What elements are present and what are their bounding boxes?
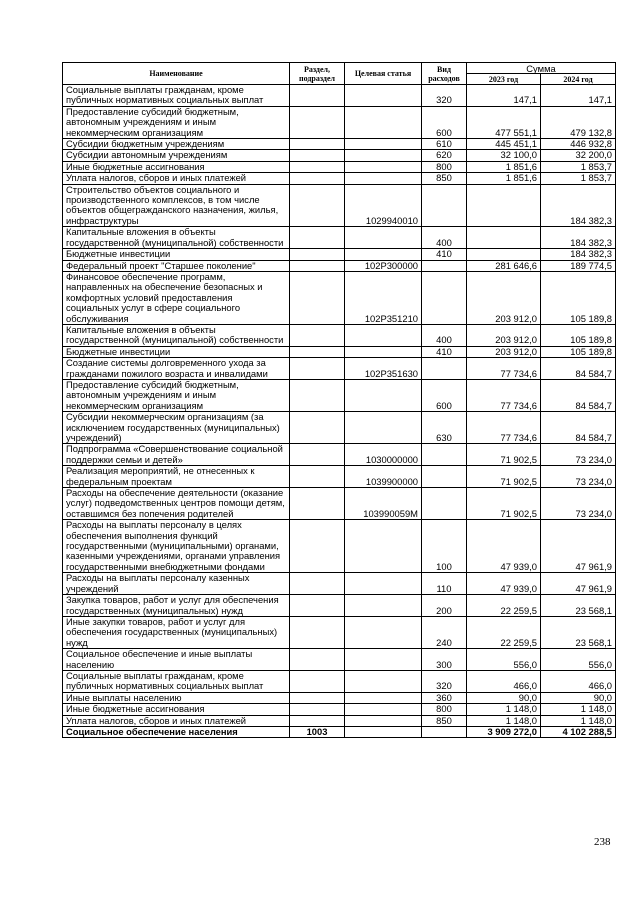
row-article: 102P300000: [345, 260, 422, 271]
row-amount-2024: 105 189,8: [541, 271, 616, 324]
row-razdel: [290, 139, 345, 150]
row-name: Социальные выплаты гражданам, кроме публичных нормативных социальных выплат: [63, 85, 290, 107]
row-article: [345, 670, 422, 692]
row-name: Предоставление субсидий бюджетным, автономным учреждениям и иным некоммерческим организациям: [63, 106, 290, 138]
row-razdel: [290, 227, 345, 249]
row-name: Расходы на выплаты персоналу казенных учреждений: [63, 573, 290, 595]
row-razdel: [290, 670, 345, 692]
row-name: Иные выплаты населению: [63, 692, 290, 703]
table-row: [63, 466, 616, 488]
row-name: Социальные выплаты гражданам, кроме публичных нормативных социальных выплат: [63, 670, 290, 692]
budget-table: [62, 62, 616, 738]
table-row: [63, 412, 616, 444]
row-amount-2024: 84 584,7: [541, 379, 616, 411]
row-name: Бюджетные инвестиции: [63, 249, 290, 260]
row-amount-2024: 1 148,0: [541, 715, 616, 726]
row-vid: 240: [422, 616, 467, 648]
row-razdel: [290, 520, 345, 573]
table-row: [63, 715, 616, 726]
table-row: [63, 573, 616, 595]
row-razdel: [290, 161, 345, 172]
row-amount-2024: 47 961,9: [541, 573, 616, 595]
row-razdel: [290, 271, 345, 324]
header-year-2023: 2023 год: [467, 74, 541, 85]
row-name: Иные бюджетные ассигнования: [63, 161, 290, 172]
row-vid: 400: [422, 324, 467, 346]
row-amount-2024: 73 234,0: [541, 488, 616, 520]
row-article: [345, 520, 422, 573]
row-amount-2024: 184 382,3: [541, 227, 616, 249]
row-amount-2024: 466,0: [541, 670, 616, 692]
row-razdel: [290, 379, 345, 411]
row-article: 1030000000: [345, 444, 422, 466]
row-amount-2024: 105 189,8: [541, 346, 616, 357]
row-vid: [422, 726, 467, 737]
row-vid: [422, 260, 467, 271]
row-amount-2024: 1 148,0: [541, 704, 616, 715]
row-article: [345, 85, 422, 107]
table-row: [63, 670, 616, 692]
row-razdel: [290, 324, 345, 346]
row-amount-2023: 32 100,0: [467, 150, 541, 161]
row-article: [345, 139, 422, 150]
row-name: Предоставление субсидий бюджетным, автономным учреждениям и иным некоммерческим организациям: [63, 379, 290, 411]
row-amount-2023: 477 551,1: [467, 106, 541, 138]
row-amount-2024: 446 932,8: [541, 139, 616, 150]
row-amount-2024: 23 568,1: [541, 595, 616, 617]
row-vid: 410: [422, 346, 467, 357]
row-vid: 800: [422, 704, 467, 715]
row-amount-2023: [467, 227, 541, 249]
row-vid: 110: [422, 573, 467, 595]
row-name: Субсидии бюджетным учреждениям: [63, 139, 290, 150]
row-article: [345, 346, 422, 357]
table-row: [63, 520, 616, 573]
row-article: [345, 616, 422, 648]
row-razdel: [290, 346, 345, 357]
row-amount-2023: 47 939,0: [467, 573, 541, 595]
row-amount-2023: 77 734,6: [467, 379, 541, 411]
table-row: [63, 150, 616, 161]
table-row: [63, 444, 616, 466]
row-article: [345, 379, 422, 411]
row-amount-2023: 3 909 272,0: [467, 726, 541, 737]
row-razdel: [290, 184, 345, 227]
row-razdel: [290, 595, 345, 617]
row-name: Федеральный проект "Старшее поколение": [63, 260, 290, 271]
row-razdel: 1003: [290, 726, 345, 737]
table-row: [63, 616, 616, 648]
row-article: [345, 106, 422, 138]
row-vid: 360: [422, 692, 467, 703]
row-vid: 600: [422, 379, 467, 411]
row-vid: 850: [422, 715, 467, 726]
row-vid: [422, 271, 467, 324]
row-razdel: [290, 444, 345, 466]
row-amount-2023: 203 912,0: [467, 346, 541, 357]
table-row: [63, 692, 616, 703]
row-article: [345, 227, 422, 249]
row-vid: 610: [422, 139, 467, 150]
row-name: Капитальные вложения в объекты государственной (муниципальной) собственности: [63, 324, 290, 346]
row-amount-2024: 556,0: [541, 649, 616, 671]
row-amount-2023: 90,0: [467, 692, 541, 703]
table-row: [63, 346, 616, 357]
row-vid: 100: [422, 520, 467, 573]
row-vid: [422, 488, 467, 520]
table-row: [63, 139, 616, 150]
row-article: 102P351210: [345, 271, 422, 324]
table-row: [63, 649, 616, 671]
row-razdel: [290, 692, 345, 703]
row-amount-2024: 47 961,9: [541, 520, 616, 573]
row-amount-2024: 32 200,0: [541, 150, 616, 161]
row-razdel: [290, 412, 345, 444]
table-header: [63, 63, 616, 85]
row-amount-2023: [467, 184, 541, 227]
row-vid: 850: [422, 173, 467, 184]
table-row: [63, 260, 616, 271]
row-razdel: [290, 704, 345, 715]
row-article: 102P351630: [345, 358, 422, 380]
row-name: Создание системы долговременного ухода за гражданами пожилого возраста и инвалидами: [63, 358, 290, 380]
table-row: [63, 106, 616, 138]
row-article: [345, 595, 422, 617]
table-row: [63, 184, 616, 227]
row-name: Строительство объектов социального и производственного комплексов, в том числе объектов общегражданского назначения, жилья, инфраструктуры: [63, 184, 290, 227]
row-razdel: [290, 358, 345, 380]
table-row: [63, 324, 616, 346]
row-article: [345, 412, 422, 444]
table-row: [63, 173, 616, 184]
row-amount-2023: 71 902,5: [467, 466, 541, 488]
row-amount-2023: 47 939,0: [467, 520, 541, 573]
row-vid: [422, 444, 467, 466]
row-amount-2024: 73 234,0: [541, 444, 616, 466]
row-vid: [422, 466, 467, 488]
row-amount-2024: 184 382,3: [541, 249, 616, 260]
row-article: 103990059М: [345, 488, 422, 520]
row-vid: 400: [422, 227, 467, 249]
row-article: [345, 726, 422, 737]
table-row: [63, 85, 616, 107]
table-row: [63, 227, 616, 249]
row-name: Уплата налогов, сборов и иных платежей: [63, 715, 290, 726]
table-row: [63, 726, 616, 737]
row-vid: 320: [422, 670, 467, 692]
table-row: [63, 379, 616, 411]
row-amount-2023: 1 851,6: [467, 173, 541, 184]
table-row: [63, 271, 616, 324]
row-article: [345, 249, 422, 260]
row-name: Расходы на выплаты персоналу в целях обеспечения выполнения функций государственными (муниципальными) органами, казенными учреждениями, органами управления государственными внебюджетными фондами: [63, 520, 290, 573]
row-amount-2024: 23 568,1: [541, 616, 616, 648]
row-razdel: [290, 85, 345, 107]
row-amount-2023: 71 902,5: [467, 488, 541, 520]
row-amount-2024: 105 189,8: [541, 324, 616, 346]
row-article: 1039900000: [345, 466, 422, 488]
row-amount-2023: 445 451,1: [467, 139, 541, 150]
row-article: [345, 704, 422, 715]
row-amount-2024: 84 584,7: [541, 358, 616, 380]
row-article: [345, 150, 422, 161]
header-razdel: Раздел, подраздел: [290, 63, 345, 85]
row-amount-2024: 1 853,7: [541, 161, 616, 172]
row-amount-2023: 22 259,5: [467, 616, 541, 648]
row-name: Социальное обеспечение и иные выплаты населению: [63, 649, 290, 671]
row-vid: [422, 184, 467, 227]
row-amount-2023: 203 912,0: [467, 271, 541, 324]
row-amount-2024: 184 382,3: [541, 184, 616, 227]
row-amount-2023: 1 148,0: [467, 715, 541, 726]
row-name: Финансовое обеспечение программ, направленных на обеспечение безопасных и комфортных условий предоставления социальных услуг в сфере социального обслуживания: [63, 271, 290, 324]
row-article: [345, 173, 422, 184]
row-razdel: [290, 106, 345, 138]
row-name: Иные закупки товаров, работ и услуг для обеспечения государственных (муниципальных) нужд: [63, 616, 290, 648]
table-row: [63, 595, 616, 617]
row-vid: 630: [422, 412, 467, 444]
header-article: Целевая статья: [345, 63, 422, 85]
row-razdel: [290, 573, 345, 595]
row-article: [345, 692, 422, 703]
row-amount-2023: 22 259,5: [467, 595, 541, 617]
row-vid: [422, 358, 467, 380]
page-number: 238: [594, 836, 611, 848]
row-article: [345, 161, 422, 172]
row-razdel: [290, 150, 345, 161]
row-amount-2023: 203 912,0: [467, 324, 541, 346]
row-amount-2023: 77 734,6: [467, 412, 541, 444]
row-amount-2024: 479 132,8: [541, 106, 616, 138]
row-name: Подпрограмма «Совершенствование социальной поддержки семьи и детей»: [63, 444, 290, 466]
row-razdel: [290, 466, 345, 488]
row-vid: 320: [422, 85, 467, 107]
row-vid: 410: [422, 249, 467, 260]
row-amount-2023: 281 646,6: [467, 260, 541, 271]
row-amount-2024: 90,0: [541, 692, 616, 703]
row-article: [345, 649, 422, 671]
row-vid: 300: [422, 649, 467, 671]
row-razdel: [290, 488, 345, 520]
row-name: Уплата налогов, сборов и иных платежей: [63, 173, 290, 184]
row-name: Капитальные вложения в объекты государственной (муниципальной) собственности: [63, 227, 290, 249]
header-vid: Вид расходов: [422, 63, 467, 85]
row-amount-2024: 73 234,0: [541, 466, 616, 488]
row-amount-2024: 84 584,7: [541, 412, 616, 444]
row-article: [345, 324, 422, 346]
row-razdel: [290, 715, 345, 726]
row-article: 1029940010: [345, 184, 422, 227]
table-row: [63, 488, 616, 520]
row-name: Бюджетные инвестиции: [63, 346, 290, 357]
row-razdel: [290, 616, 345, 648]
row-razdel: [290, 249, 345, 260]
row-amount-2023: 71 902,5: [467, 444, 541, 466]
row-amount-2024: 4 102 288,5: [541, 726, 616, 737]
row-name: Закупка товаров, работ и услуг для обеспечения государственных (муниципальных) нужд: [63, 595, 290, 617]
row-article: [345, 715, 422, 726]
row-razdel: [290, 173, 345, 184]
row-name: Иные бюджетные ассигнования: [63, 704, 290, 715]
row-amount-2023: 1 148,0: [467, 704, 541, 715]
table-row: [63, 161, 616, 172]
header-year-2024: 2024 год: [541, 74, 616, 85]
row-name: Расходы на обеспечение деятельности (оказание услуг) подведомственных центров помощи детям, оставшимся без попечения родителей: [63, 488, 290, 520]
row-vid: 800: [422, 161, 467, 172]
row-razdel: [290, 260, 345, 271]
header-name: Наименование: [63, 63, 290, 85]
row-amount-2024: 189 774,5: [541, 260, 616, 271]
row-razdel: [290, 649, 345, 671]
row-amount-2024: 147,1: [541, 85, 616, 107]
row-name: Субсидии некоммерческим организациям (за исключением государственных (муниципальных) учреждений): [63, 412, 290, 444]
row-amount-2023: 147,1: [467, 85, 541, 107]
row-amount-2023: 556,0: [467, 649, 541, 671]
header-sum: Сумма: [467, 63, 616, 74]
row-name: Субсидии автономным учреждениям: [63, 150, 290, 161]
table-row: [63, 358, 616, 380]
row-vid: 600: [422, 106, 467, 138]
row-amount-2023: [467, 249, 541, 260]
row-article: [345, 573, 422, 595]
row-name: Социальное обеспечение населения: [63, 726, 290, 737]
table-row: [63, 704, 616, 715]
table-row: [63, 249, 616, 260]
row-amount-2023: 1 851,6: [467, 161, 541, 172]
table-body: [63, 85, 616, 738]
row-vid: 620: [422, 150, 467, 161]
row-amount-2024: 1 853,7: [541, 173, 616, 184]
row-amount-2023: 77 734,6: [467, 358, 541, 380]
row-amount-2023: 466,0: [467, 670, 541, 692]
row-name: Реализация мероприятий, не отнесенных к федеральным проектам: [63, 466, 290, 488]
row-vid: 200: [422, 595, 467, 617]
